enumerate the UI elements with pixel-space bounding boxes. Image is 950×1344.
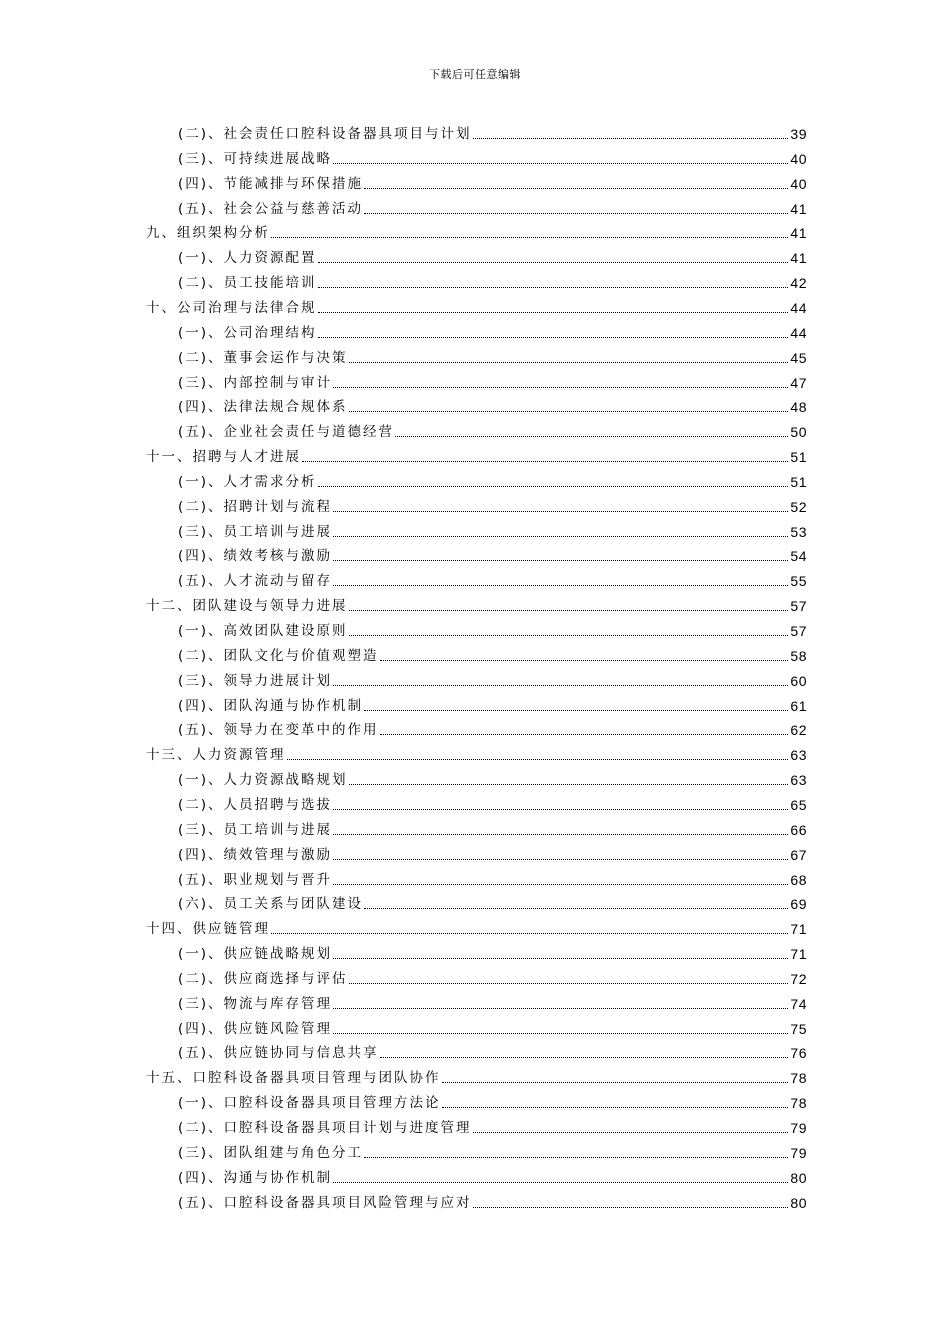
toc-entry-title: (三)、物流与库存管理: [178, 995, 333, 1012]
dot-leader: [349, 610, 789, 611]
dot-leader: [349, 411, 789, 412]
toc-entry-page: 63: [790, 772, 807, 789]
dot-leader: [333, 1182, 788, 1183]
toc-entry[interactable]: [178, 720, 807, 740]
toc-entry[interactable]: [178, 422, 807, 442]
toc-entry[interactable]: [178, 1168, 807, 1188]
dot-leader: [302, 461, 788, 462]
toc-entry[interactable]: [146, 1068, 807, 1088]
toc-entry[interactable]: [178, 1093, 807, 1113]
toc-entry-page: 80: [790, 1169, 807, 1186]
toc-entry[interactable]: [146, 447, 807, 467]
toc-entry[interactable]: [178, 174, 807, 194]
dot-leader: [364, 188, 788, 189]
toc-entry[interactable]: [178, 323, 807, 343]
dot-leader: [333, 884, 788, 885]
dot-leader: [333, 585, 788, 586]
toc-entry[interactable]: [146, 298, 807, 318]
toc-entry-title: (三)、员工培训与进展: [178, 523, 333, 540]
toc-entry-page: 72: [790, 970, 807, 987]
toc-entry-title: (二)、人员招聘与选拔: [178, 796, 333, 813]
toc-entry-title: 九、组织架构分析: [146, 225, 270, 242]
toc-entry-title: (一)、口腔科设备器具项目管理方法论: [178, 1095, 441, 1112]
toc-entry-page: 57: [790, 623, 807, 639]
toc-entry[interactable]: [178, 571, 807, 591]
toc-entry[interactable]: [178, 820, 807, 840]
toc-entry-page: 42: [790, 275, 807, 292]
toc-entry-title: (一)、供应链战略规划: [178, 946, 333, 963]
dot-leader: [349, 784, 789, 785]
dot-leader: [271, 933, 788, 934]
toc-entry[interactable]: [178, 1193, 807, 1213]
toc-entry[interactable]: [178, 671, 807, 691]
toc-entry-title: (二)、社会责任口腔科设备器具项目与计划: [178, 126, 472, 142]
toc-entry-title: (五)、社会公益与慈善活动: [178, 200, 364, 217]
toc-entry-page: 48: [790, 399, 807, 416]
toc-entry-title: 十三、人力资源管理: [146, 747, 286, 764]
toc-entry-page: 47: [790, 374, 807, 391]
toc-entry[interactable]: [178, 124, 807, 144]
dot-leader: [318, 262, 789, 263]
page-header: 下载后可任意编辑: [429, 68, 521, 81]
dot-leader: [333, 511, 788, 512]
toc-entry[interactable]: [178, 472, 807, 492]
toc-entry-title: (一)、人才需求分析: [178, 473, 317, 490]
dot-leader: [333, 387, 788, 388]
dot-leader: [349, 362, 789, 363]
toc-entry-title: (四)、绩效管理与激励: [178, 846, 333, 863]
toc-entry[interactable]: [178, 894, 807, 914]
toc-entry-page: 53: [790, 523, 807, 540]
toc-entry-page: 69: [790, 896, 807, 913]
toc-entry-title: (五)、口腔科设备器具项目风险管理与应对: [178, 1194, 472, 1211]
toc-entry-page: 71: [790, 946, 807, 963]
dot-leader: [333, 1008, 788, 1009]
toc-entry-page: 52: [790, 498, 807, 515]
toc-entry-page: 71: [790, 921, 807, 938]
dot-leader: [395, 436, 788, 437]
toc-entry-page: 68: [790, 871, 807, 888]
toc-entry-title: (五)、领导力在变革中的作用: [178, 722, 379, 739]
toc-entry-title: (四)、团队沟通与协作机制: [178, 697, 364, 714]
dot-leader: [333, 560, 788, 561]
dot-leader: [349, 983, 789, 984]
toc-entry-title: (一)、人力资源战略规划: [178, 772, 348, 789]
toc-entry[interactable]: [178, 199, 807, 219]
dot-leader: [442, 1082, 789, 1083]
dot-leader: [380, 1057, 789, 1058]
dot-leader: [364, 710, 788, 711]
toc-entry-page: 67: [790, 846, 807, 863]
toc-entry[interactable]: [146, 223, 807, 243]
toc-entry[interactable]: [178, 870, 807, 890]
toc-entry[interactable]: [178, 546, 807, 566]
toc-entry-page: 44: [790, 299, 807, 316]
dot-leader: [473, 138, 789, 139]
toc-entry-page: 75: [790, 1020, 807, 1037]
dot-leader: [318, 486, 789, 487]
toc-entry-page: 45: [790, 349, 807, 366]
toc-entry-page: 80: [790, 1194, 807, 1211]
toc-entry-title: (三)、领导力进展计划: [178, 672, 333, 689]
toc-entry[interactable]: [178, 373, 807, 393]
toc-entry[interactable]: [178, 497, 807, 517]
toc-entry[interactable]: [178, 969, 807, 989]
dot-leader: [271, 237, 788, 238]
toc-entry[interactable]: [178, 522, 807, 542]
toc-entry-page: 63: [790, 747, 807, 764]
toc-entry[interactable]: [178, 696, 807, 716]
toc-entry-page: 66: [790, 821, 807, 838]
dot-leader: [318, 287, 789, 288]
toc-entry-title: (二)、董事会运作与决策: [178, 349, 348, 366]
toc-entry-title: 十四、供应链管理: [146, 921, 270, 938]
toc-entry[interactable]: [146, 745, 807, 765]
toc-entry-title: (二)、团队文化与价值观塑造: [178, 647, 379, 664]
toc-entry-page: 58: [790, 647, 807, 664]
toc-entry-page: 55: [790, 573, 807, 590]
toc-entry-page: 44: [790, 324, 807, 341]
toc-entry-title: (四)、法律法规合规体系: [178, 399, 348, 416]
toc-entry[interactable]: [146, 919, 807, 939]
toc-entry-title: (五)、供应链协同与信息共享: [178, 1045, 379, 1062]
toc-entry-page: 41: [790, 250, 807, 267]
toc-entry-page: 51: [790, 449, 807, 466]
toc-entry-title: (四)、绩效考核与激励: [178, 548, 333, 565]
toc-entry[interactable]: [178, 770, 807, 790]
toc-entry[interactable]: [178, 273, 807, 293]
toc-entry-title: (三)、内部控制与审计: [178, 374, 333, 391]
toc-entry-title: (一)、高效团队建设原则: [178, 623, 348, 639]
toc-entry-page: 62: [790, 722, 807, 739]
toc-entry[interactable]: [178, 397, 807, 417]
toc-entry[interactable]: [178, 1019, 807, 1039]
toc-entry-title: (三)、员工培训与进展: [178, 821, 333, 838]
toc-entry[interactable]: [146, 596, 807, 616]
dot-leader: [333, 685, 788, 686]
toc-entry[interactable]: [178, 845, 807, 865]
toc-entry[interactable]: [178, 248, 807, 268]
dot-leader: [287, 759, 789, 760]
toc-entry-title: (一)、人力资源配置: [178, 250, 317, 267]
toc-entry[interactable]: [178, 994, 807, 1014]
toc-entry-title: (四)、供应链风险管理: [178, 1020, 333, 1037]
toc-entry-page: 54: [790, 548, 807, 565]
toc-entry-title: (五)、职业规划与晋升: [178, 871, 333, 888]
dot-leader: [333, 834, 788, 835]
dot-leader: [333, 536, 788, 537]
toc-entry-page: 76: [790, 1045, 807, 1062]
dot-leader: [349, 635, 789, 636]
toc-entry-page: 79: [790, 1144, 807, 1161]
toc-entry-title: (三)、团队组建与角色分工: [178, 1144, 364, 1161]
dot-leader: [364, 1157, 788, 1158]
dot-leader: [333, 859, 788, 860]
toc-entry-title: 十一、招聘与人才进展: [146, 449, 301, 466]
toc-entry[interactable]: [178, 149, 807, 169]
toc-entry-title: (四)、节能减排与环保措施: [178, 175, 364, 192]
toc-entry-title: (四)、沟通与协作机制: [178, 1169, 333, 1186]
toc-entry-title: (一)、公司治理结构: [178, 324, 317, 341]
toc-entry-title: (二)、员工技能培训: [178, 275, 317, 292]
toc-entry[interactable]: [178, 646, 807, 666]
toc-entry-page: 78: [790, 1095, 807, 1112]
toc-entry-title: (五)、企业社会责任与道德经营: [178, 424, 395, 441]
toc-entry[interactable]: [178, 1143, 807, 1163]
dot-leader: [442, 1107, 789, 1108]
toc-entry-page: 51: [790, 473, 807, 490]
toc-entry[interactable]: [178, 621, 807, 641]
toc-entry[interactable]: [178, 1118, 807, 1138]
dot-leader: [364, 213, 788, 214]
toc-entry-page: 41: [790, 200, 807, 217]
toc-entry-title: 十、公司治理与法律合规: [146, 299, 317, 316]
toc-entry[interactable]: [178, 944, 807, 964]
toc-entry-title: 十五、口腔科设备器具项目管理与团队协作: [146, 1070, 441, 1087]
dot-leader: [380, 734, 789, 735]
toc-entry-title: (三)、可持续进展战略: [178, 150, 333, 167]
dot-leader: [380, 660, 789, 661]
toc-entry-title: (五)、人才流动与留存: [178, 573, 333, 590]
dot-leader: [333, 163, 788, 164]
dot-leader: [318, 312, 789, 313]
toc-entry-page: 78: [790, 1070, 807, 1087]
toc-entry-page: 40: [790, 175, 807, 192]
toc-entry-title: (二)、招聘计划与流程: [178, 498, 333, 515]
dot-leader: [333, 809, 788, 810]
toc-entry-page: 41: [790, 225, 807, 242]
toc-entry-page: 40: [790, 150, 807, 167]
toc-entry-title: 十二、团队建设与领导力进展: [146, 598, 348, 615]
toc-entry[interactable]: [178, 1043, 807, 1063]
toc-entry-title: (二)、口腔科设备器具项目计划与进度管理: [178, 1120, 472, 1136]
dot-leader: [333, 1033, 788, 1034]
toc-entry[interactable]: [178, 348, 807, 368]
toc-entry-title: (六)、员工关系与团队建设: [178, 896, 364, 913]
dot-leader: [473, 1207, 789, 1208]
toc-entry[interactable]: [178, 795, 807, 815]
toc-entry-page: 39: [790, 126, 807, 142]
toc-entry-title: (二)、供应商选择与评估: [178, 970, 348, 987]
dot-leader: [473, 1132, 789, 1133]
toc-entry-page: 74: [790, 995, 807, 1012]
toc-entry-page: 61: [790, 697, 807, 714]
dot-leader: [364, 908, 788, 909]
toc-entry-page: 60: [790, 672, 807, 689]
toc-entry-page: 57: [790, 598, 807, 615]
toc-entry-page: 79: [790, 1120, 807, 1136]
toc-entry-page: 50: [790, 424, 807, 441]
dot-leader: [333, 958, 788, 959]
toc-entry-page: 65: [790, 796, 807, 813]
dot-leader: [318, 337, 789, 338]
